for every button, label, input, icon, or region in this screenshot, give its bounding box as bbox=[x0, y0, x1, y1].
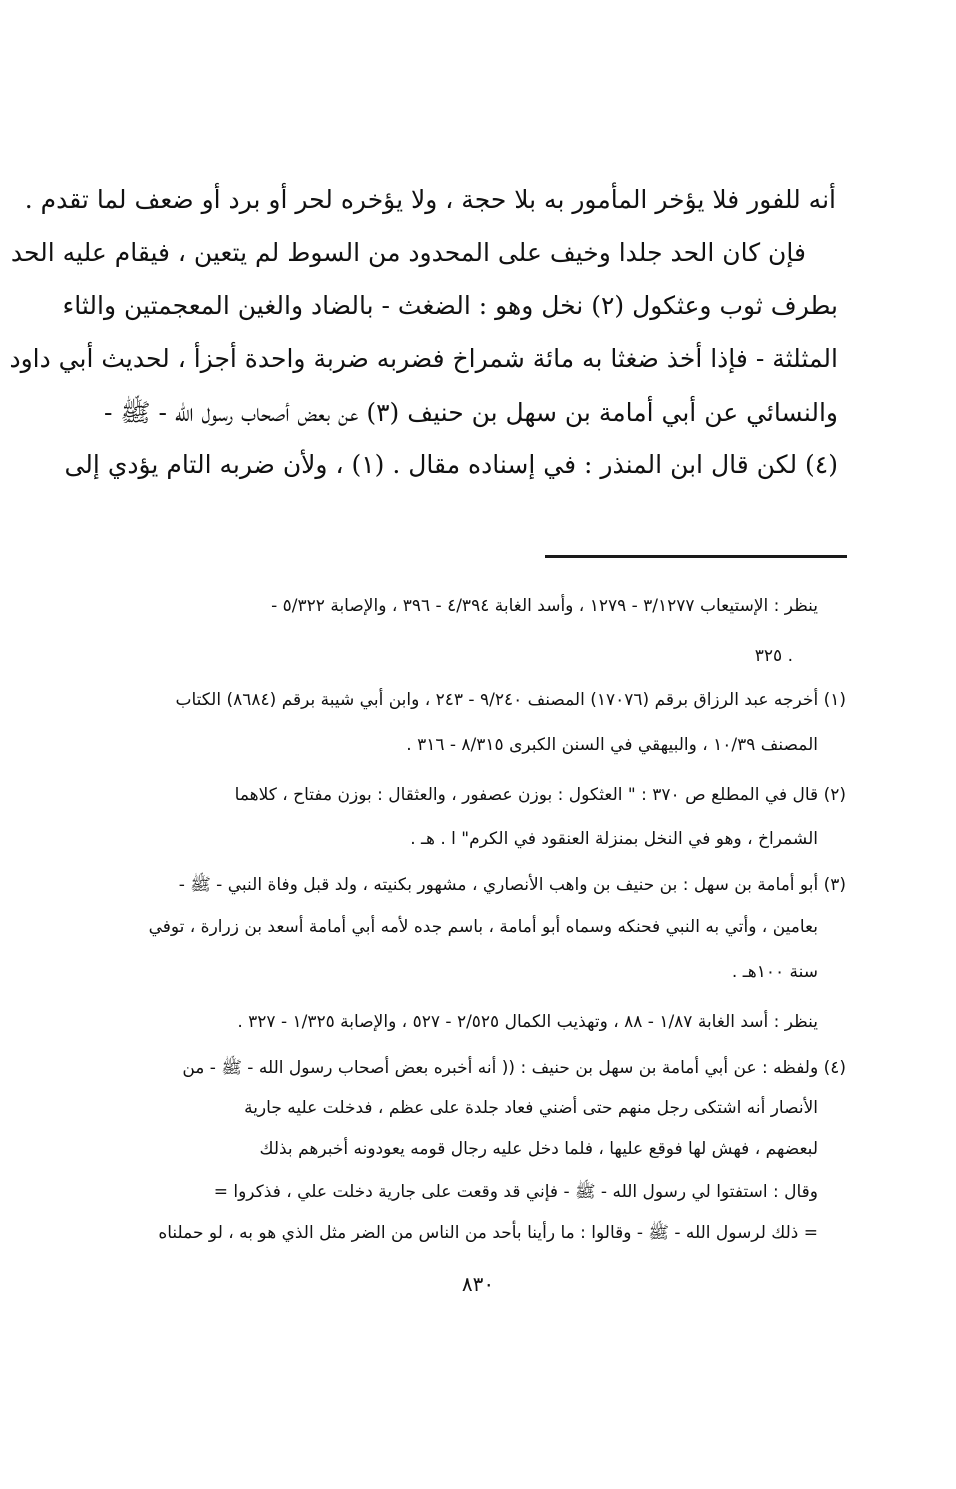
footnote-line: الشمراخ ، وهو في النخل بمنزلة العنقود في الكرم" ا . هـ . bbox=[410, 829, 818, 849]
footnote-line: سنة ١٠٠هـ . bbox=[731, 962, 818, 982]
footnote-line: المصنف ١٠/٣٩ ، والبيهقي في السنن الكبرى ٨/٣١٥ - ٣١٦ . bbox=[406, 735, 818, 755]
footnote-line: (٢) قال في المطلع ص ٣٧٠ : " العثكول : بوزن عصفور ، والعثقال : بوزن مفتاح ، كلاهما bbox=[234, 785, 846, 805]
footnote-line: ينظر : أسد الغابة ١/٨٧ - ٨٨ ، وتهذيب الكمال ٢/٥٢٥ - ٥٢٧ ، والإصابة ١/٣٢٥ - ٣٢٧ . bbox=[237, 1012, 818, 1032]
page-number: ٨٣٠ bbox=[461, 1272, 495, 1296]
footnote-line: وقال : استفتوا لي رسول الله - ﷺ - فإني قد وقعت على جارية دخلت علي ، فذكروا = bbox=[213, 1182, 818, 1202]
footnote-line: (١) أخرجه عبد الرزاق برقم (١٧٠٧٦) المصنف ٩/٢٤٠ - ٢٤٣ ، وابن أبي شيبة برقم (٨٦٨٤) الكتاب bbox=[175, 690, 846, 710]
footnote-line: ٣٢٥ . bbox=[754, 646, 793, 666]
footnote-line: (٤) ولفظه : عن أبي أمامة بن سهل بن حنيف : (( أنه أخبره بعض أصحاب رسول الله - ﷺ - من bbox=[182, 1058, 846, 1078]
footnote-line: بعامين ، وأتي به النبي فحنكه وسماه أبو أمامة ، باسم جده لأمه أبي أمامة أسعد بن زرارة ، توفي bbox=[148, 917, 818, 937]
body-line-1: أنه للفور فلا يؤخر المأمور به بلا حجة ، ولا يؤخره لحر أو برد أو ضعف لما تقدم . bbox=[24, 185, 836, 214]
body-line-6: (٤) لكن قال ابن المنذر : في إسناده مقال . (١) ، ولأن ضربه التام يؤدي إلى bbox=[64, 450, 838, 479]
body-line-3: بطرف ثوب وعثكول (٢) نخل وهو : الضغث - بالضاد والغين المعجمتين والثاء bbox=[62, 291, 838, 320]
footnote-line: ينظر : الإستيعاب ٣/١٢٧٧ - ١٢٧٩ ، وأسد الغابة ٤/٣٩٤ - ٣٩٦ ، والإصابة ٥/٣٢٢ - bbox=[271, 596, 818, 616]
footnote-line: (٣) أبو أمامة بن سهل : بن حنيف بن واهب الأنصاري ، مشهور بكنيته ، ولد قبل وفاة النبي - ﷺ - bbox=[178, 875, 846, 895]
footnote-divider bbox=[545, 555, 847, 558]
body-line-5: والنسائي عن أبي أمامة بن سهل بن حنيف (٣) عن بعض أصحاب رسول الله - ﷺ - bbox=[104, 398, 838, 427]
body-line-2: فإن كان الحد جلدا وخيف على المحدود من السوط لم يتعين ، فيقام عليه الحد bbox=[10, 238, 806, 267]
footnote-line: = ذلك لرسول الله - ﷺ - وقالوا : ما رأينا بأحد من الناس من الضر مثل الذي هو به ، لو حملناه bbox=[158, 1223, 818, 1243]
footnote-line: لبعضهم ، فهش لها فوقع عليها ، فلما دخل عليه رجال قومه يعودونه أخبرهم بذلك bbox=[259, 1139, 818, 1159]
body-line-4: المثلثة - فإذا أخذ ضغثا به مائة شمراخ فضربه ضربة واحدة أجزأ ، لحديث أبي داود bbox=[9, 344, 838, 373]
footnote-line: الأنصار أنه اشتكى رجل منهم حتى أضني فعاد جلدة على عظم ، فدخلت عليه جارية bbox=[244, 1098, 818, 1118]
